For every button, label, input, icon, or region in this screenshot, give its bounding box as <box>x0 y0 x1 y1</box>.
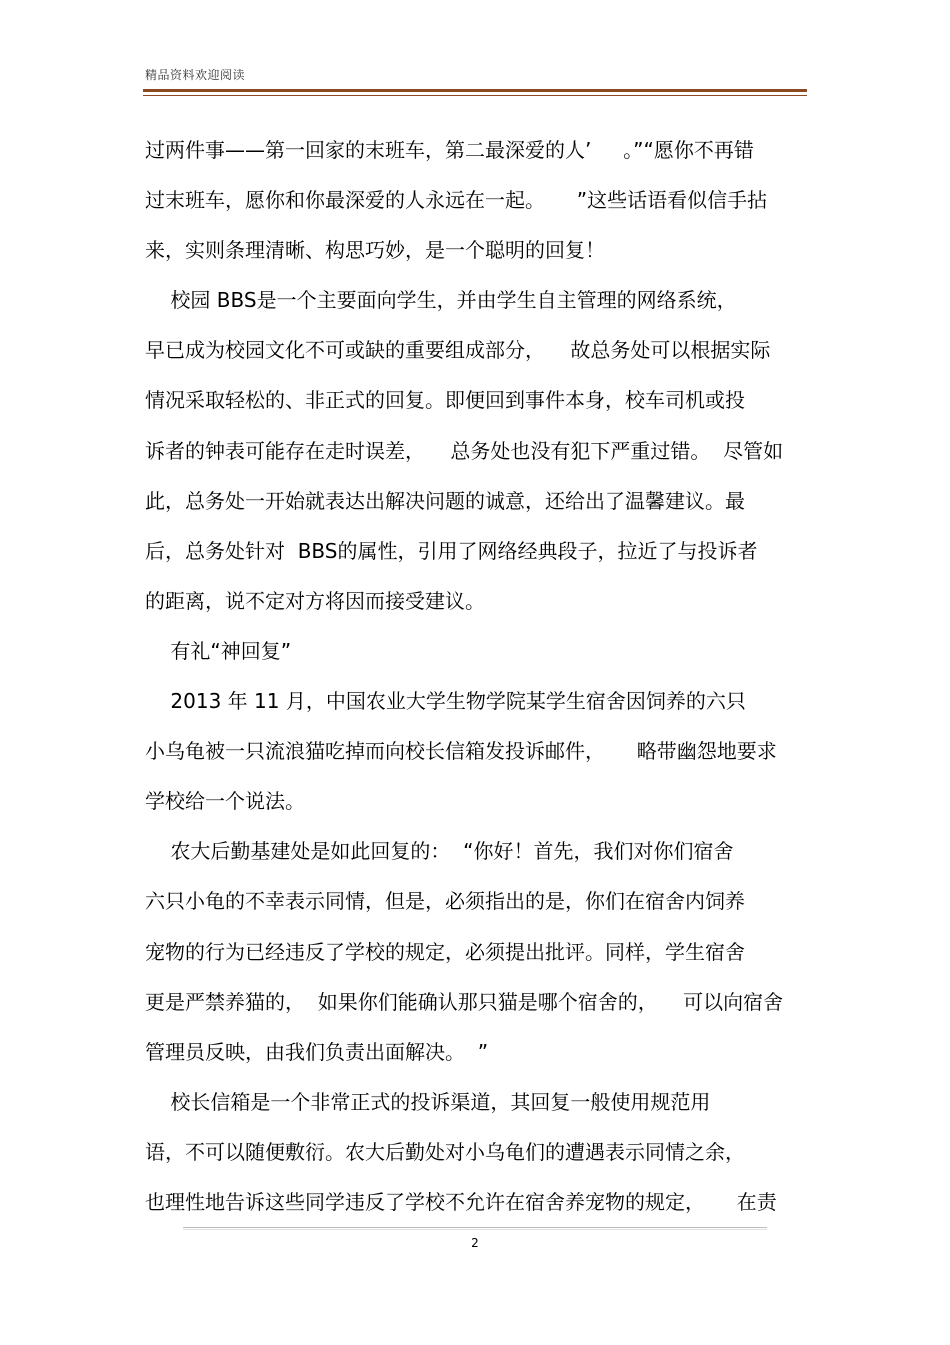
text-line: 六只小龟的不幸表示同情，但是，必须指出的是，你们在宿舍内饲养 <box>145 889 745 914</box>
section-heading: 有礼“神回复” <box>145 638 292 663</box>
text-line: 2013 年 11 月，中国农业大学生物学院某学生宿舍因饲养的六只 <box>145 689 746 714</box>
text-line: 校长信箱是一个非常正式的投诉渠道，其回复一般使用规范用 <box>145 1089 711 1114</box>
text-line: 宠物的行为已经违反了学校的规定，必须提出批评。同样，学生宿舍 <box>145 939 745 964</box>
footer-divider <box>183 1227 767 1228</box>
text-line: 过末班车，愿你和你最深爱的人永远在一起。 ”这些话语看似信手拈 <box>145 188 768 213</box>
text-line: 校园 BBS是一个主要面向学生，并由学生自主管理的网络系统， <box>145 288 737 313</box>
header-divider-thin <box>143 95 807 96</box>
text-line: 此，总务处一开始就表达出解决问题的诚意，还给出了温馨建议。最 <box>145 488 745 513</box>
text-line: 后，总务处针对 BBS的属性，引用了网络经典段子，拉近了与投诉者 <box>145 538 758 563</box>
header-divider-thick <box>143 89 807 92</box>
page-number: 2 <box>471 1236 479 1250</box>
text-line: 更是严禁养猫的， 如果你们能确认那只猫是哪个宿舍的， 可以向宿舍 <box>145 989 784 1014</box>
text-line: 学校给一个说法。 <box>145 789 305 814</box>
text-line: 的距离，说不定对方将因而接受建议。 <box>145 588 485 613</box>
footer-divider-light <box>183 1229 767 1230</box>
page-header-title: 精品资料欢迎阅读 <box>145 68 246 82</box>
text-line: 农大后勤基建处是如此回复的： “你好！首先，我们对你们宿舍 <box>145 839 734 864</box>
text-line: 诉者的钟表可能存在走时误差， 总务处也没有犯下严重过错。 尽管如 <box>145 438 784 463</box>
text-line: 小乌龟被一只流浪猫吃掉而向校长信箱发投诉邮件， 略带幽怨地要求 <box>145 739 777 764</box>
document-body <box>145 125 810 1227</box>
text-line: 语，不可以随便敷衍。农大后勤处对小乌龟们的遭遇表示同情之余， <box>145 1139 745 1164</box>
text-line: 过两件事——第一回家的末班车，第二最深爱的人’ 。”“愿你不再错 <box>145 138 754 162</box>
text-line: 也理性地告诉这些同学违反了学校不允许在宿舍养宠物的规定， 在责 <box>145 1189 777 1214</box>
text-line: 管理员反映，由我们负责出面解决。 ” <box>145 1039 489 1064</box>
text-line: 情况采取轻松的、非正式的回复。即便回到事件本身，校车司机或投 <box>145 388 745 413</box>
text-line: 来，实则条理清晰、构思巧妙，是一个聪明的回复！ <box>145 238 605 263</box>
text-line: 早已成为校园文化不可或缺的重要组成部分， 故总务处可以根据实际 <box>145 338 771 363</box>
